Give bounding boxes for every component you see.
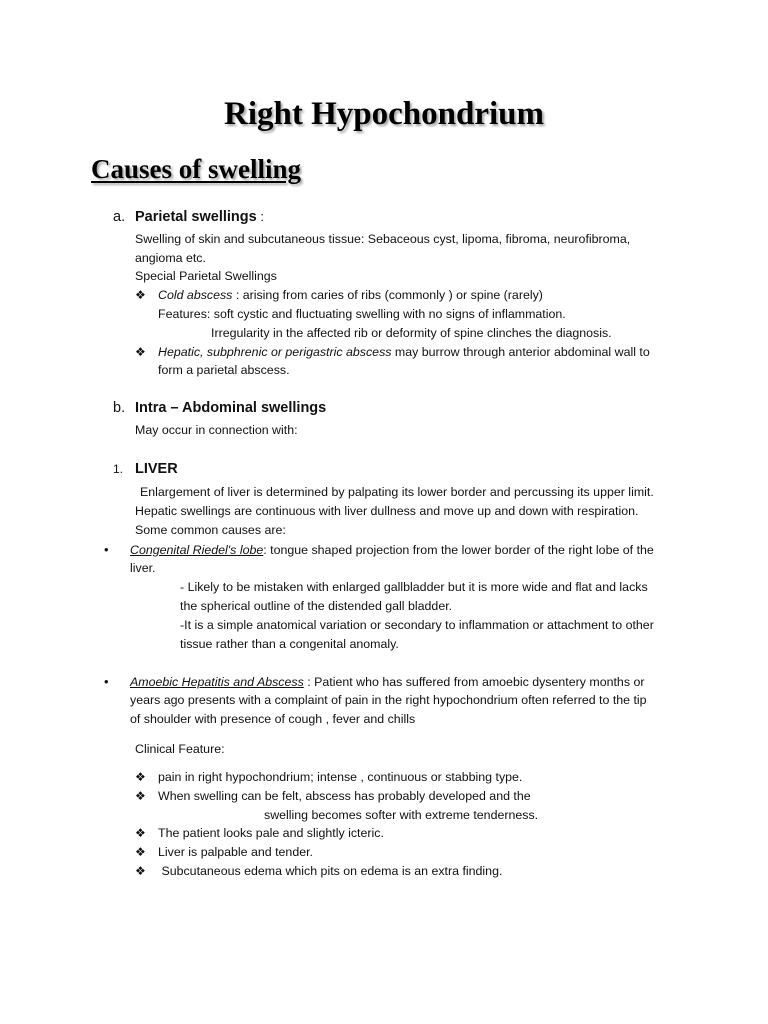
clinical-feature-2: When swelling can be felt, abscess has probably developed and the	[158, 789, 531, 803]
bullet-icon: •	[104, 542, 109, 557]
section-a-heading	[113, 209, 264, 225]
page-subtitle: Causes of swelling	[91, 154, 302, 184]
section-a-line1: Swelling of skin and subcutaneous tissue: Sebaceous cyst, lipoma, fibroma, neurofibroma,	[135, 232, 631, 246]
clinical-feature-heading: Clinical Feature:	[135, 742, 225, 756]
cold-abscess-irregularity: Irregularity in the affected rib or deformity of spine clinches the diagnosis.	[211, 326, 612, 340]
section-b-title: Intra – Abdominal swellings	[135, 400, 327, 416]
diamond-bullet-icon: ❖	[135, 826, 146, 840]
riedel-desc: : tongue shaped projection from the lower border of the right lobe of the	[263, 543, 654, 557]
liver-marker: 1.	[113, 462, 124, 476]
amoebic-term: Amoebic Hepatitis and Abscess	[130, 675, 304, 689]
clinical-feature-1: pain in right hypochondrium; intense , continuous or stabbing type.	[158, 770, 523, 784]
amoebic-line3: of shoulder with presence of cough , fever and chills	[130, 712, 416, 726]
liver-line2: Hepatic swellings are continuous with liver dullness and move up and down with respiration.	[135, 504, 639, 518]
section-b-heading	[113, 400, 326, 416]
diamond-bullet-icon: ❖	[135, 770, 146, 784]
diamond-bullet-icon: ❖	[135, 845, 146, 859]
diamond-bullet-icon: ❖	[135, 789, 146, 803]
section-a-line3: Special Parietal Swellings	[135, 269, 277, 283]
cold-abscess-item	[158, 286, 543, 305]
diamond-bullet-icon: ❖	[135, 864, 146, 878]
cold-abscess-term: Cold abscess	[158, 288, 233, 302]
amoebic-item	[130, 673, 644, 692]
amoebic-line2: years ago presents with a complaint of pain in the right hypochondrium often referred to the tip	[130, 693, 647, 707]
section-a-colon: :	[256, 209, 264, 224]
liver-title: LIVER	[135, 461, 178, 477]
riedel-note1a: - Likely to be mistaken with enlarged gallbladder but it is more wide and flat and lacks	[180, 580, 648, 594]
clinical-feature-4: Liver is palpable and tender.	[158, 845, 313, 859]
diamond-bullet-icon: ❖	[135, 345, 146, 359]
hepatic-abscess-desc: may burrow through anterior abdominal wall to	[391, 345, 650, 359]
riedel-note1b: the spherical outline of the distended gall bladder.	[180, 599, 453, 613]
riedel-note2b: tissue rather than a congenital anomaly.	[180, 637, 399, 651]
hepatic-abscess-term: Hepatic, subphrenic or perigastric abscess	[158, 345, 392, 359]
liver-heading	[113, 461, 178, 477]
liver-line1: Enlargement of liver is determined by palpating its lower border and percussing its upper limit.	[140, 485, 654, 499]
section-a-marker: a.	[113, 209, 126, 225]
riedel-term: Congenital Riedel's lobe	[130, 543, 264, 557]
section-a-title: Parietal swellings	[135, 209, 257, 225]
page-title: Right Hypochondrium	[224, 96, 544, 132]
riedel-item	[130, 541, 654, 560]
hepatic-abscess-cont: form a parietal abscess.	[158, 363, 290, 377]
diamond-bullet-icon: ❖	[135, 288, 146, 302]
section-a-line2: angioma etc.	[135, 251, 206, 265]
cold-abscess-features: Features: soft cystic and fluctuating swelling with no signs of inflammation.	[158, 307, 566, 321]
bullet-icon: •	[104, 674, 109, 689]
riedel-cont: liver.	[130, 561, 156, 575]
hepatic-abscess-item	[158, 343, 650, 362]
liver-line3: Some common causes are:	[135, 523, 286, 537]
clinical-feature-5: Subcutaneous edema which pits on edema is an extra finding.	[158, 864, 503, 878]
section-b-line1: May occur in connection with:	[135, 423, 298, 437]
cold-abscess-desc: : arising from caries of ribs (commonly ) or spine (rarely)	[232, 288, 543, 302]
clinical-feature-3: The patient looks pale and slightly icteric.	[158, 826, 384, 840]
section-b-marker: b.	[113, 400, 126, 416]
amoebic-desc: : Patient who has suffered from amoebic dysentery months or	[303, 675, 645, 689]
clinical-feature-2-cont: swelling becomes softer with extreme tenderness.	[264, 808, 539, 822]
riedel-note2a: -It is a simple anatomical variation or secondary to inflammation or attachment to other	[180, 618, 654, 632]
